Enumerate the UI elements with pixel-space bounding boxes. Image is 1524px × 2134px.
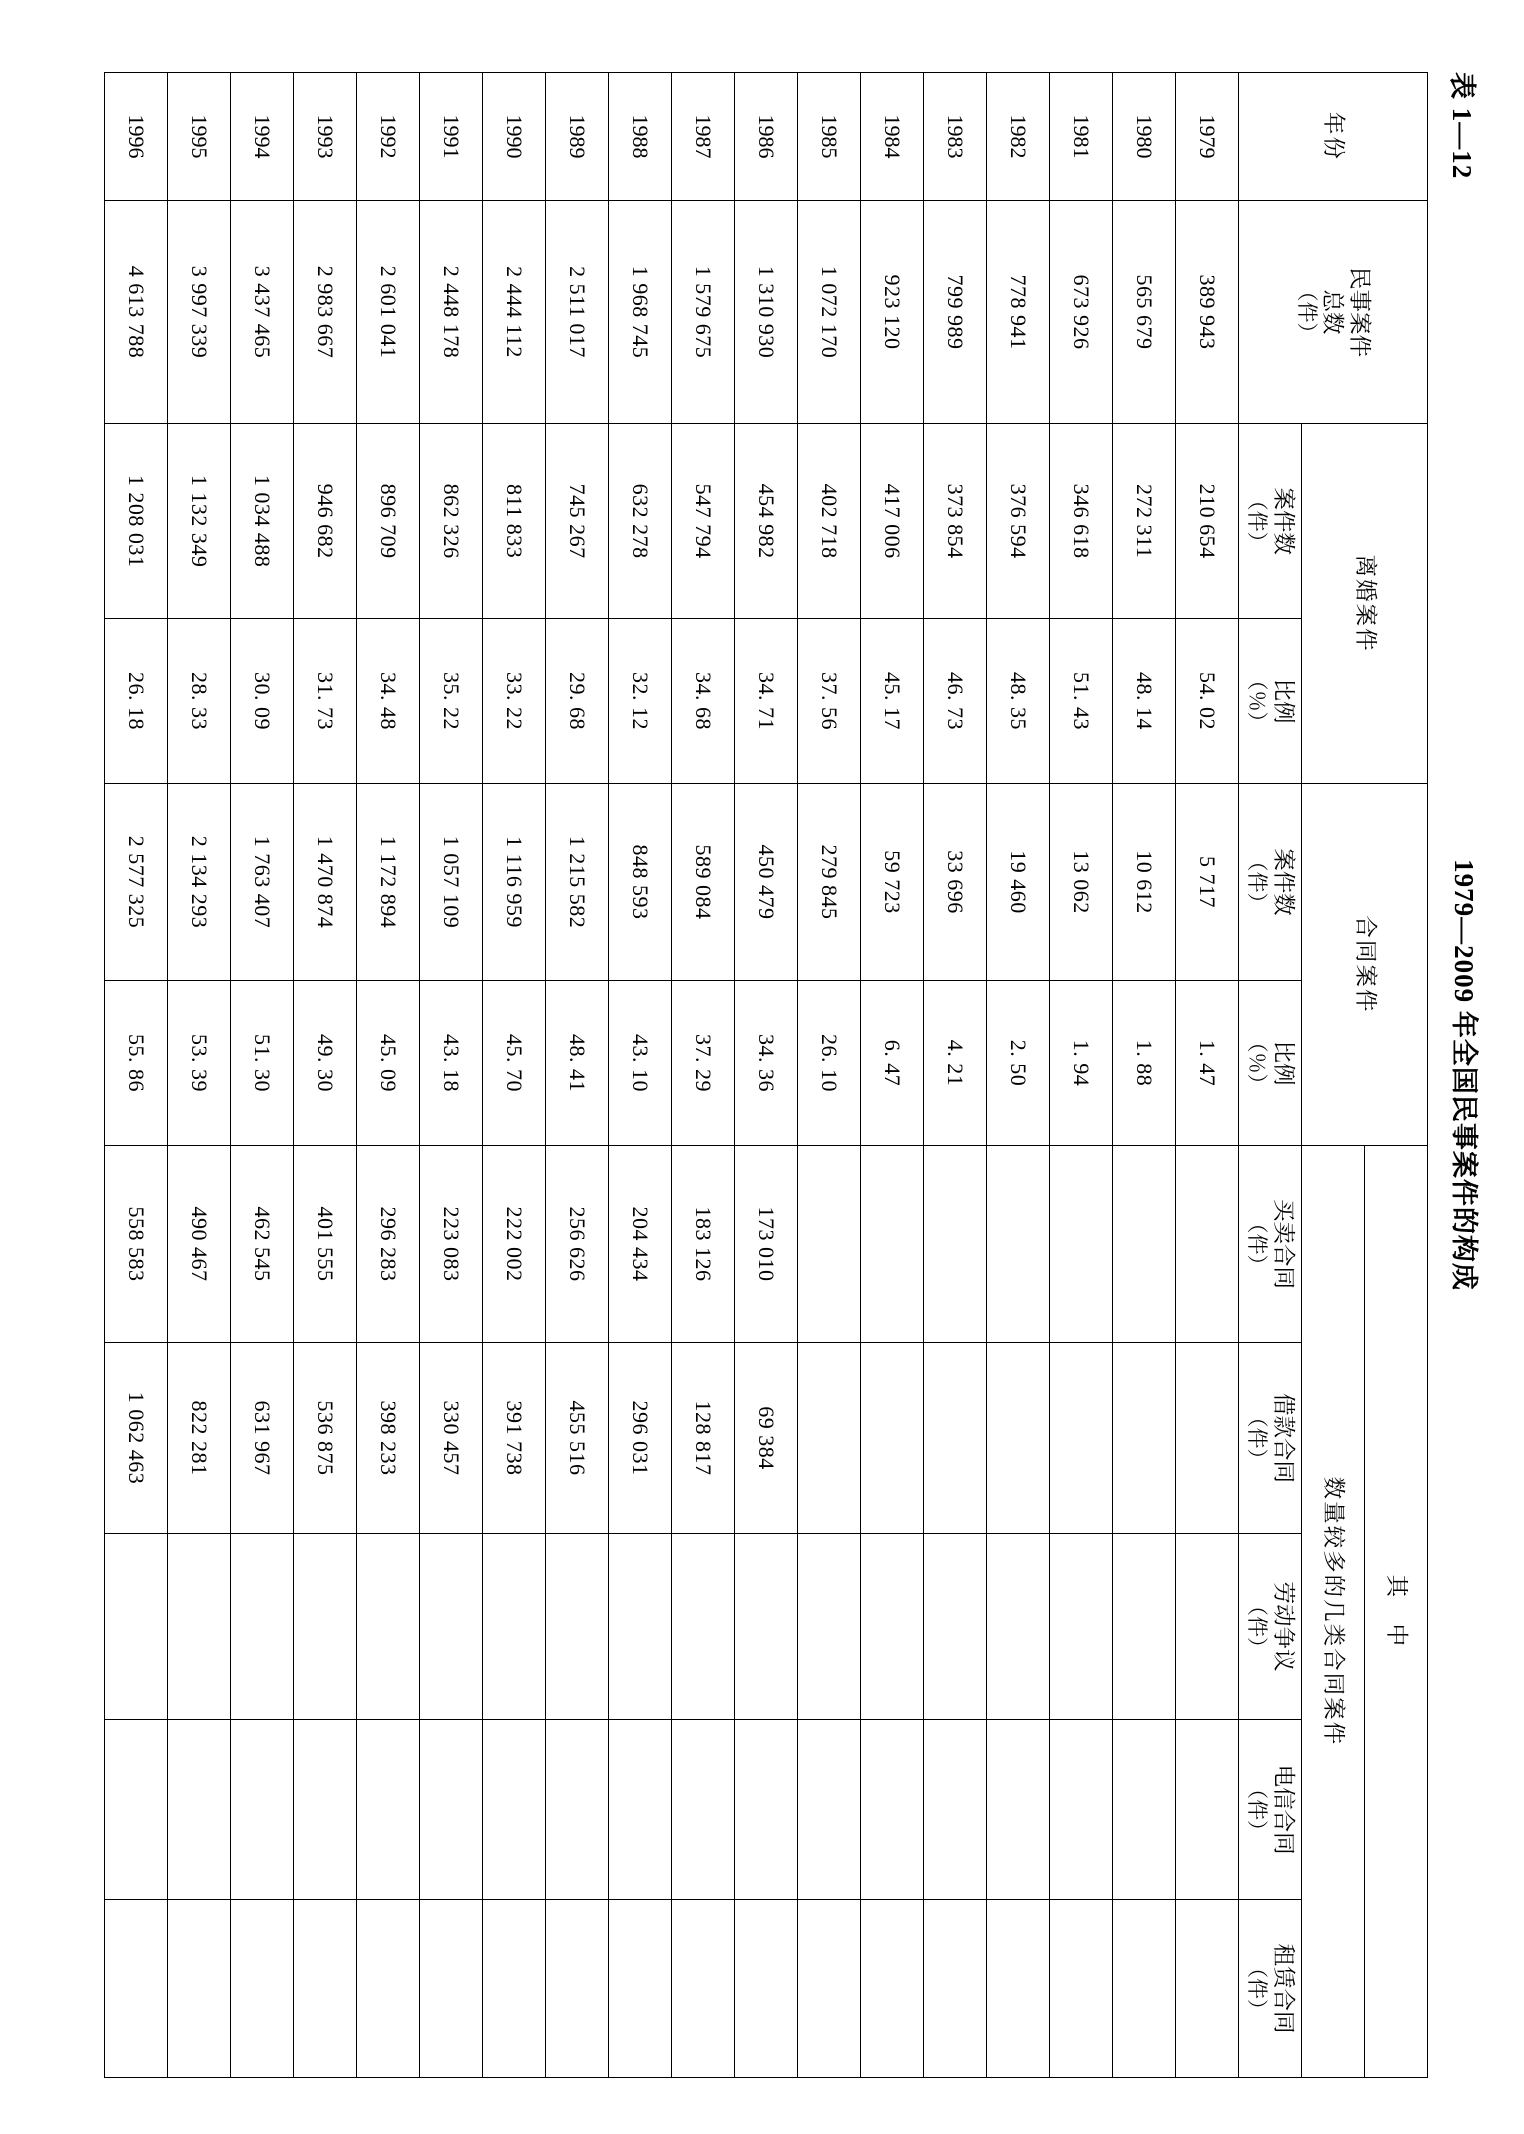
cell-labor xyxy=(168,1533,231,1719)
cell-divorce-count: 454 982 xyxy=(735,424,798,619)
cell-total: 2 444 112 xyxy=(483,200,546,423)
cell-telecom xyxy=(357,1720,420,1900)
table-row xyxy=(1113,73,1176,2078)
table-row xyxy=(357,73,420,2078)
cell-year: 1994 xyxy=(231,73,294,201)
cell-total: 1 579 675 xyxy=(672,200,735,423)
cell-lease xyxy=(546,1900,609,2078)
header-year: 年份 xyxy=(1239,73,1428,201)
cell-loan: 631 967 xyxy=(231,1343,294,1534)
header-loan-contract-label: 借款合同 xyxy=(1270,1392,1296,1483)
cell-divorce-ratio: 34. 48 xyxy=(357,619,420,784)
cell-contract-ratio: 53. 39 xyxy=(168,981,231,1146)
cell-telecom xyxy=(294,1720,357,1900)
header-sale-contract-label: 买卖合同 xyxy=(1270,1198,1296,1289)
cell-labor xyxy=(231,1533,294,1719)
header-labor-dispute-label: 劳动争议 xyxy=(1270,1581,1296,1672)
cell-divorce-count: 632 278 xyxy=(609,424,672,619)
cell-contract-ratio: 37. 29 xyxy=(672,981,735,1146)
header-divorce-count-unit: （件） xyxy=(1245,489,1270,553)
header-sale-contract xyxy=(1239,1145,1302,1342)
cell-sale xyxy=(1176,1145,1239,1342)
cell-contract-ratio: 51. 30 xyxy=(231,981,294,1146)
table-row xyxy=(735,73,798,2078)
cell-sale: 401 555 xyxy=(294,1145,357,1342)
header-loan-contract-unit: （件） xyxy=(1245,1406,1270,1470)
cell-year: 1993 xyxy=(294,73,357,201)
cell-divorce-ratio: 30. 09 xyxy=(231,619,294,784)
cell-contract-count: 1 172 894 xyxy=(357,783,420,980)
cell-divorce-ratio: 29. 68 xyxy=(546,619,609,784)
cell-divorce-ratio: 48. 35 xyxy=(987,619,1050,784)
cell-contract-ratio: 2. 50 xyxy=(987,981,1050,1146)
cell-divorce-count: 417 006 xyxy=(861,424,924,619)
cell-labor xyxy=(1113,1533,1176,1719)
cell-divorce-count: 373 854 xyxy=(924,424,987,619)
cell-contract-ratio: 1. 88 xyxy=(1113,981,1176,1146)
table-row xyxy=(1050,73,1113,2078)
cell-divorce-ratio: 28. 33 xyxy=(168,619,231,784)
table-number: 表 1—12 xyxy=(1447,72,1477,180)
header-total-civil-unit: （件） xyxy=(1294,280,1319,344)
table-row xyxy=(483,73,546,2078)
cell-contract-ratio: 1. 94 xyxy=(1050,981,1113,1146)
cell-labor xyxy=(672,1533,735,1719)
cell-divorce-count: 1 208 031 xyxy=(105,424,168,619)
header-sale-contract-unit: （件） xyxy=(1245,1212,1270,1276)
header-labor-dispute-unit: （件） xyxy=(1245,1595,1270,1659)
cell-contract-ratio: 45. 09 xyxy=(357,981,420,1146)
cell-year: 1986 xyxy=(735,73,798,201)
cell-sale: 462 545 xyxy=(231,1145,294,1342)
cell-year: 1989 xyxy=(546,73,609,201)
cell-year: 1988 xyxy=(609,73,672,201)
cell-year: 1980 xyxy=(1113,73,1176,201)
cell-sale xyxy=(924,1145,987,1342)
header-divorce-count-label: 案件数 xyxy=(1270,487,1296,555)
cell-lease xyxy=(924,1900,987,2078)
cell-labor xyxy=(1050,1533,1113,1719)
cell-labor xyxy=(798,1533,861,1719)
cell-telecom xyxy=(105,1720,168,1900)
civil-cases-table xyxy=(104,72,1428,2078)
cell-year: 1991 xyxy=(420,73,483,201)
cell-contract-count: 13 062 xyxy=(1050,783,1113,980)
cell-labor xyxy=(861,1533,924,1719)
cell-divorce-ratio: 51. 43 xyxy=(1050,619,1113,784)
cell-contract-count: 2 577 325 xyxy=(105,783,168,980)
cell-loan: 398 233 xyxy=(357,1343,420,1534)
cell-sale: 256 626 xyxy=(546,1145,609,1342)
header-row-1 xyxy=(1365,73,1428,2078)
cell-total: 673 926 xyxy=(1050,200,1113,423)
table-row xyxy=(861,73,924,2078)
table-row xyxy=(231,73,294,2078)
cell-total: 3 997 339 xyxy=(168,200,231,423)
cell-sale: 183 126 xyxy=(672,1145,735,1342)
table-body xyxy=(105,73,1239,2078)
table-row xyxy=(987,73,1050,2078)
cell-loan: 330 457 xyxy=(420,1343,483,1534)
cell-sale xyxy=(1050,1145,1113,1342)
cell-total: 2 601 041 xyxy=(357,200,420,423)
cell-telecom xyxy=(672,1720,735,1900)
cell-lease xyxy=(861,1900,924,2078)
cell-total: 778 941 xyxy=(987,200,1050,423)
cell-divorce-count: 946 682 xyxy=(294,424,357,619)
cell-telecom xyxy=(231,1720,294,1900)
cell-loan: 69 384 xyxy=(735,1343,798,1534)
cell-loan xyxy=(1176,1343,1239,1534)
header-total-civil-line2: 总数 xyxy=(1320,289,1346,335)
cell-contract-count: 279 845 xyxy=(798,783,861,980)
cell-divorce-count: 272 311 xyxy=(1113,424,1176,619)
header-contract-ratio xyxy=(1239,981,1302,1146)
table-row xyxy=(1176,73,1239,2078)
cell-year: 1984 xyxy=(861,73,924,201)
cell-contract-ratio: 49. 30 xyxy=(294,981,357,1146)
header-divorce-group: 离婚案件 xyxy=(1302,424,1428,784)
cell-lease xyxy=(294,1900,357,2078)
cell-contract-count: 33 696 xyxy=(924,783,987,980)
cell-total: 3 437 465 xyxy=(231,200,294,423)
header-major-contracts-group: 数量较多的几类合同案件 xyxy=(1302,1145,1365,2077)
cell-divorce-ratio: 34. 68 xyxy=(672,619,735,784)
cell-lease xyxy=(735,1900,798,2078)
cell-total: 565 679 xyxy=(1113,200,1176,423)
cell-telecom xyxy=(546,1720,609,1900)
cell-year: 1996 xyxy=(105,73,168,201)
header-divorce-ratio xyxy=(1239,619,1302,784)
cell-total: 923 120 xyxy=(861,200,924,423)
cell-telecom xyxy=(735,1720,798,1900)
header-among-which: 其 中 xyxy=(1365,1145,1428,2077)
cell-divorce-count: 896 709 xyxy=(357,424,420,619)
cell-telecom xyxy=(798,1720,861,1900)
cell-contract-ratio: 26. 10 xyxy=(798,981,861,1146)
header-divorce-ratio-label: 比例 xyxy=(1270,678,1296,724)
cell-contract-count: 2 134 293 xyxy=(168,783,231,980)
cell-divorce-count: 376 594 xyxy=(987,424,1050,619)
header-telecom-contract-label: 电信合同 xyxy=(1270,1764,1296,1855)
cell-year: 1985 xyxy=(798,73,861,201)
table-row xyxy=(105,73,168,2078)
cell-lease xyxy=(483,1900,546,2078)
cell-contract-count: 1 057 109 xyxy=(420,783,483,980)
cell-contract-count: 1 763 407 xyxy=(231,783,294,980)
cell-total: 389 943 xyxy=(1176,200,1239,423)
cell-total: 799 989 xyxy=(924,200,987,423)
cell-loan xyxy=(861,1343,924,1534)
cell-lease xyxy=(105,1900,168,2078)
cell-divorce-ratio: 35. 22 xyxy=(420,619,483,784)
table-header xyxy=(1239,73,1428,2078)
cell-loan: 391 738 xyxy=(483,1343,546,1534)
cell-total: 4 613 788 xyxy=(105,200,168,423)
cell-contract-ratio: 55. 86 xyxy=(105,981,168,1146)
cell-year: 1979 xyxy=(1176,73,1239,201)
cell-telecom xyxy=(924,1720,987,1900)
cell-lease xyxy=(609,1900,672,2078)
cell-divorce-ratio: 37. 56 xyxy=(798,619,861,784)
cell-divorce-ratio: 48. 14 xyxy=(1113,619,1176,784)
cell-loan xyxy=(798,1343,861,1534)
cell-total: 2 983 667 xyxy=(294,200,357,423)
header-telecom-contract-unit: （件） xyxy=(1245,1778,1270,1842)
cell-divorce-ratio: 26. 18 xyxy=(105,619,168,784)
cell-contract-ratio: 48. 41 xyxy=(546,981,609,1146)
cell-contract-count: 19 460 xyxy=(987,783,1050,980)
cell-sale: 558 583 xyxy=(105,1145,168,1342)
cell-telecom xyxy=(168,1720,231,1900)
cell-divorce-ratio: 54. 02 xyxy=(1176,619,1239,784)
table-row xyxy=(609,73,672,2078)
cell-labor xyxy=(420,1533,483,1719)
header-lease-contract-unit: （件） xyxy=(1245,1957,1270,2021)
cell-labor xyxy=(546,1533,609,1719)
cell-divorce-count: 1 132 349 xyxy=(168,424,231,619)
table-row xyxy=(294,73,357,2078)
cell-loan: 296 031 xyxy=(609,1343,672,1534)
cell-total: 1 072 170 xyxy=(798,200,861,423)
cell-year: 1990 xyxy=(483,73,546,201)
table-row xyxy=(546,73,609,2078)
cell-contract-ratio: 34. 36 xyxy=(735,981,798,1146)
cell-loan xyxy=(1113,1343,1176,1534)
cell-total: 2 511 017 xyxy=(546,200,609,423)
cell-year: 1982 xyxy=(987,73,1050,201)
cell-telecom xyxy=(420,1720,483,1900)
cell-divorce-count: 745 267 xyxy=(546,424,609,619)
page-header xyxy=(1436,72,1490,2078)
header-divorce-count xyxy=(1239,424,1302,619)
cell-lease xyxy=(168,1900,231,2078)
cell-labor xyxy=(987,1533,1050,1719)
page-title: 1979—2009 年全国民事案件的构成 xyxy=(1449,859,1479,1291)
cell-contract-count: 1 215 582 xyxy=(546,783,609,980)
cell-contract-ratio: 43. 10 xyxy=(609,981,672,1146)
cell-contract-ratio: 1. 47 xyxy=(1176,981,1239,1146)
cell-sale xyxy=(987,1145,1050,1342)
cell-lease xyxy=(420,1900,483,2078)
header-contract-group: 合同案件 xyxy=(1302,783,1428,1145)
cell-loan: 822 281 xyxy=(168,1343,231,1534)
cell-sale: 222 002 xyxy=(483,1145,546,1342)
cell-sale: 173 010 xyxy=(735,1145,798,1342)
cell-divorce-ratio: 45. 17 xyxy=(861,619,924,784)
cell-telecom xyxy=(861,1720,924,1900)
cell-sale: 204 434 xyxy=(609,1145,672,1342)
cell-contract-count: 450 479 xyxy=(735,783,798,980)
cell-loan: 128 817 xyxy=(672,1343,735,1534)
cell-sale: 490 467 xyxy=(168,1145,231,1342)
cell-loan: 536 875 xyxy=(294,1343,357,1534)
cell-loan xyxy=(924,1343,987,1534)
header-lease-contract-label: 租赁合同 xyxy=(1270,1943,1296,2034)
cell-lease xyxy=(672,1900,735,2078)
cell-contract-ratio: 45. 70 xyxy=(483,981,546,1146)
cell-labor xyxy=(105,1533,168,1719)
cell-divorce-count: 1 034 488 xyxy=(231,424,294,619)
cell-lease xyxy=(1050,1900,1113,2078)
cell-total: 1 310 930 xyxy=(735,200,798,423)
cell-total: 2 448 178 xyxy=(420,200,483,423)
cell-contract-ratio: 43. 18 xyxy=(420,981,483,1146)
header-divorce-ratio-unit: （％） xyxy=(1245,669,1270,733)
cell-divorce-ratio: 33. 22 xyxy=(483,619,546,784)
header-total-civil-line1: 民事案件 xyxy=(1346,266,1372,357)
table-row xyxy=(798,73,861,2078)
cell-labor xyxy=(609,1533,672,1719)
cell-labor xyxy=(1176,1533,1239,1719)
table-row xyxy=(420,73,483,2078)
table-row xyxy=(672,73,735,2078)
cell-sale xyxy=(861,1145,924,1342)
cell-divorce-count: 811 833 xyxy=(483,424,546,619)
cell-lease xyxy=(231,1900,294,2078)
cell-contract-count: 59 723 xyxy=(861,783,924,980)
cell-sale xyxy=(798,1145,861,1342)
cell-telecom xyxy=(987,1720,1050,1900)
cell-telecom xyxy=(483,1720,546,1900)
cell-contract-count: 5 717 xyxy=(1176,783,1239,980)
table-row xyxy=(924,73,987,2078)
cell-divorce-ratio: 46. 73 xyxy=(924,619,987,784)
cell-loan xyxy=(987,1343,1050,1534)
cell-divorce-ratio: 31. 73 xyxy=(294,619,357,784)
cell-year: 1983 xyxy=(924,73,987,201)
cell-labor xyxy=(735,1533,798,1719)
cell-loan xyxy=(1050,1343,1113,1534)
cell-labor xyxy=(294,1533,357,1719)
cell-sale: 296 283 xyxy=(357,1145,420,1342)
cell-divorce-count: 862 326 xyxy=(420,424,483,619)
cell-lease xyxy=(1176,1900,1239,2078)
cell-lease xyxy=(798,1900,861,2078)
cell-labor xyxy=(924,1533,987,1719)
cell-year: 1992 xyxy=(357,73,420,201)
header-loan-contract xyxy=(1239,1343,1302,1534)
cell-telecom xyxy=(1176,1720,1239,1900)
cell-contract-count: 1 470 874 xyxy=(294,783,357,980)
cell-telecom xyxy=(1050,1720,1113,1900)
cell-sale xyxy=(1113,1145,1176,1342)
cell-contract-ratio: 6. 47 xyxy=(861,981,924,1146)
table-row xyxy=(168,73,231,2078)
cell-divorce-count: 346 618 xyxy=(1050,424,1113,619)
header-lease-contract xyxy=(1239,1900,1302,2078)
cell-year: 1981 xyxy=(1050,73,1113,201)
header-contract-ratio-unit: （％） xyxy=(1245,1031,1270,1095)
cell-loan: 1 062 463 xyxy=(105,1343,168,1534)
header-labor-dispute xyxy=(1239,1533,1302,1719)
cell-labor xyxy=(483,1533,546,1719)
cell-sale: 223 083 xyxy=(420,1145,483,1342)
header-total-civil xyxy=(1239,200,1428,423)
cell-total: 1 968 745 xyxy=(609,200,672,423)
header-telecom-contract xyxy=(1239,1720,1302,1900)
cell-divorce-count: 210 654 xyxy=(1176,424,1239,619)
cell-telecom xyxy=(609,1720,672,1900)
cell-divorce-ratio: 32. 12 xyxy=(609,619,672,784)
cell-divorce-count: 547 794 xyxy=(672,424,735,619)
cell-divorce-count: 402 718 xyxy=(798,424,861,619)
cell-contract-ratio: 4. 21 xyxy=(924,981,987,1146)
cell-loan: 455 516 xyxy=(546,1343,609,1534)
cell-contract-count: 848 593 xyxy=(609,783,672,980)
cell-year: 1987 xyxy=(672,73,735,201)
cell-contract-count: 1 116 959 xyxy=(483,783,546,980)
cell-contract-count: 10 612 xyxy=(1113,783,1176,980)
header-contract-count-unit: （件） xyxy=(1245,850,1270,914)
cell-lease xyxy=(987,1900,1050,2078)
cell-telecom xyxy=(1113,1720,1176,1900)
cell-year: 1995 xyxy=(168,73,231,201)
header-contract-count xyxy=(1239,783,1302,980)
cell-labor xyxy=(357,1533,420,1719)
cell-lease xyxy=(1113,1900,1176,2078)
header-contract-ratio-label: 比例 xyxy=(1270,1040,1296,1086)
cell-contract-count: 589 084 xyxy=(672,783,735,980)
cell-lease xyxy=(357,1900,420,2078)
cell-divorce-ratio: 34. 71 xyxy=(735,619,798,784)
header-contract-count-label: 案件数 xyxy=(1270,848,1296,916)
